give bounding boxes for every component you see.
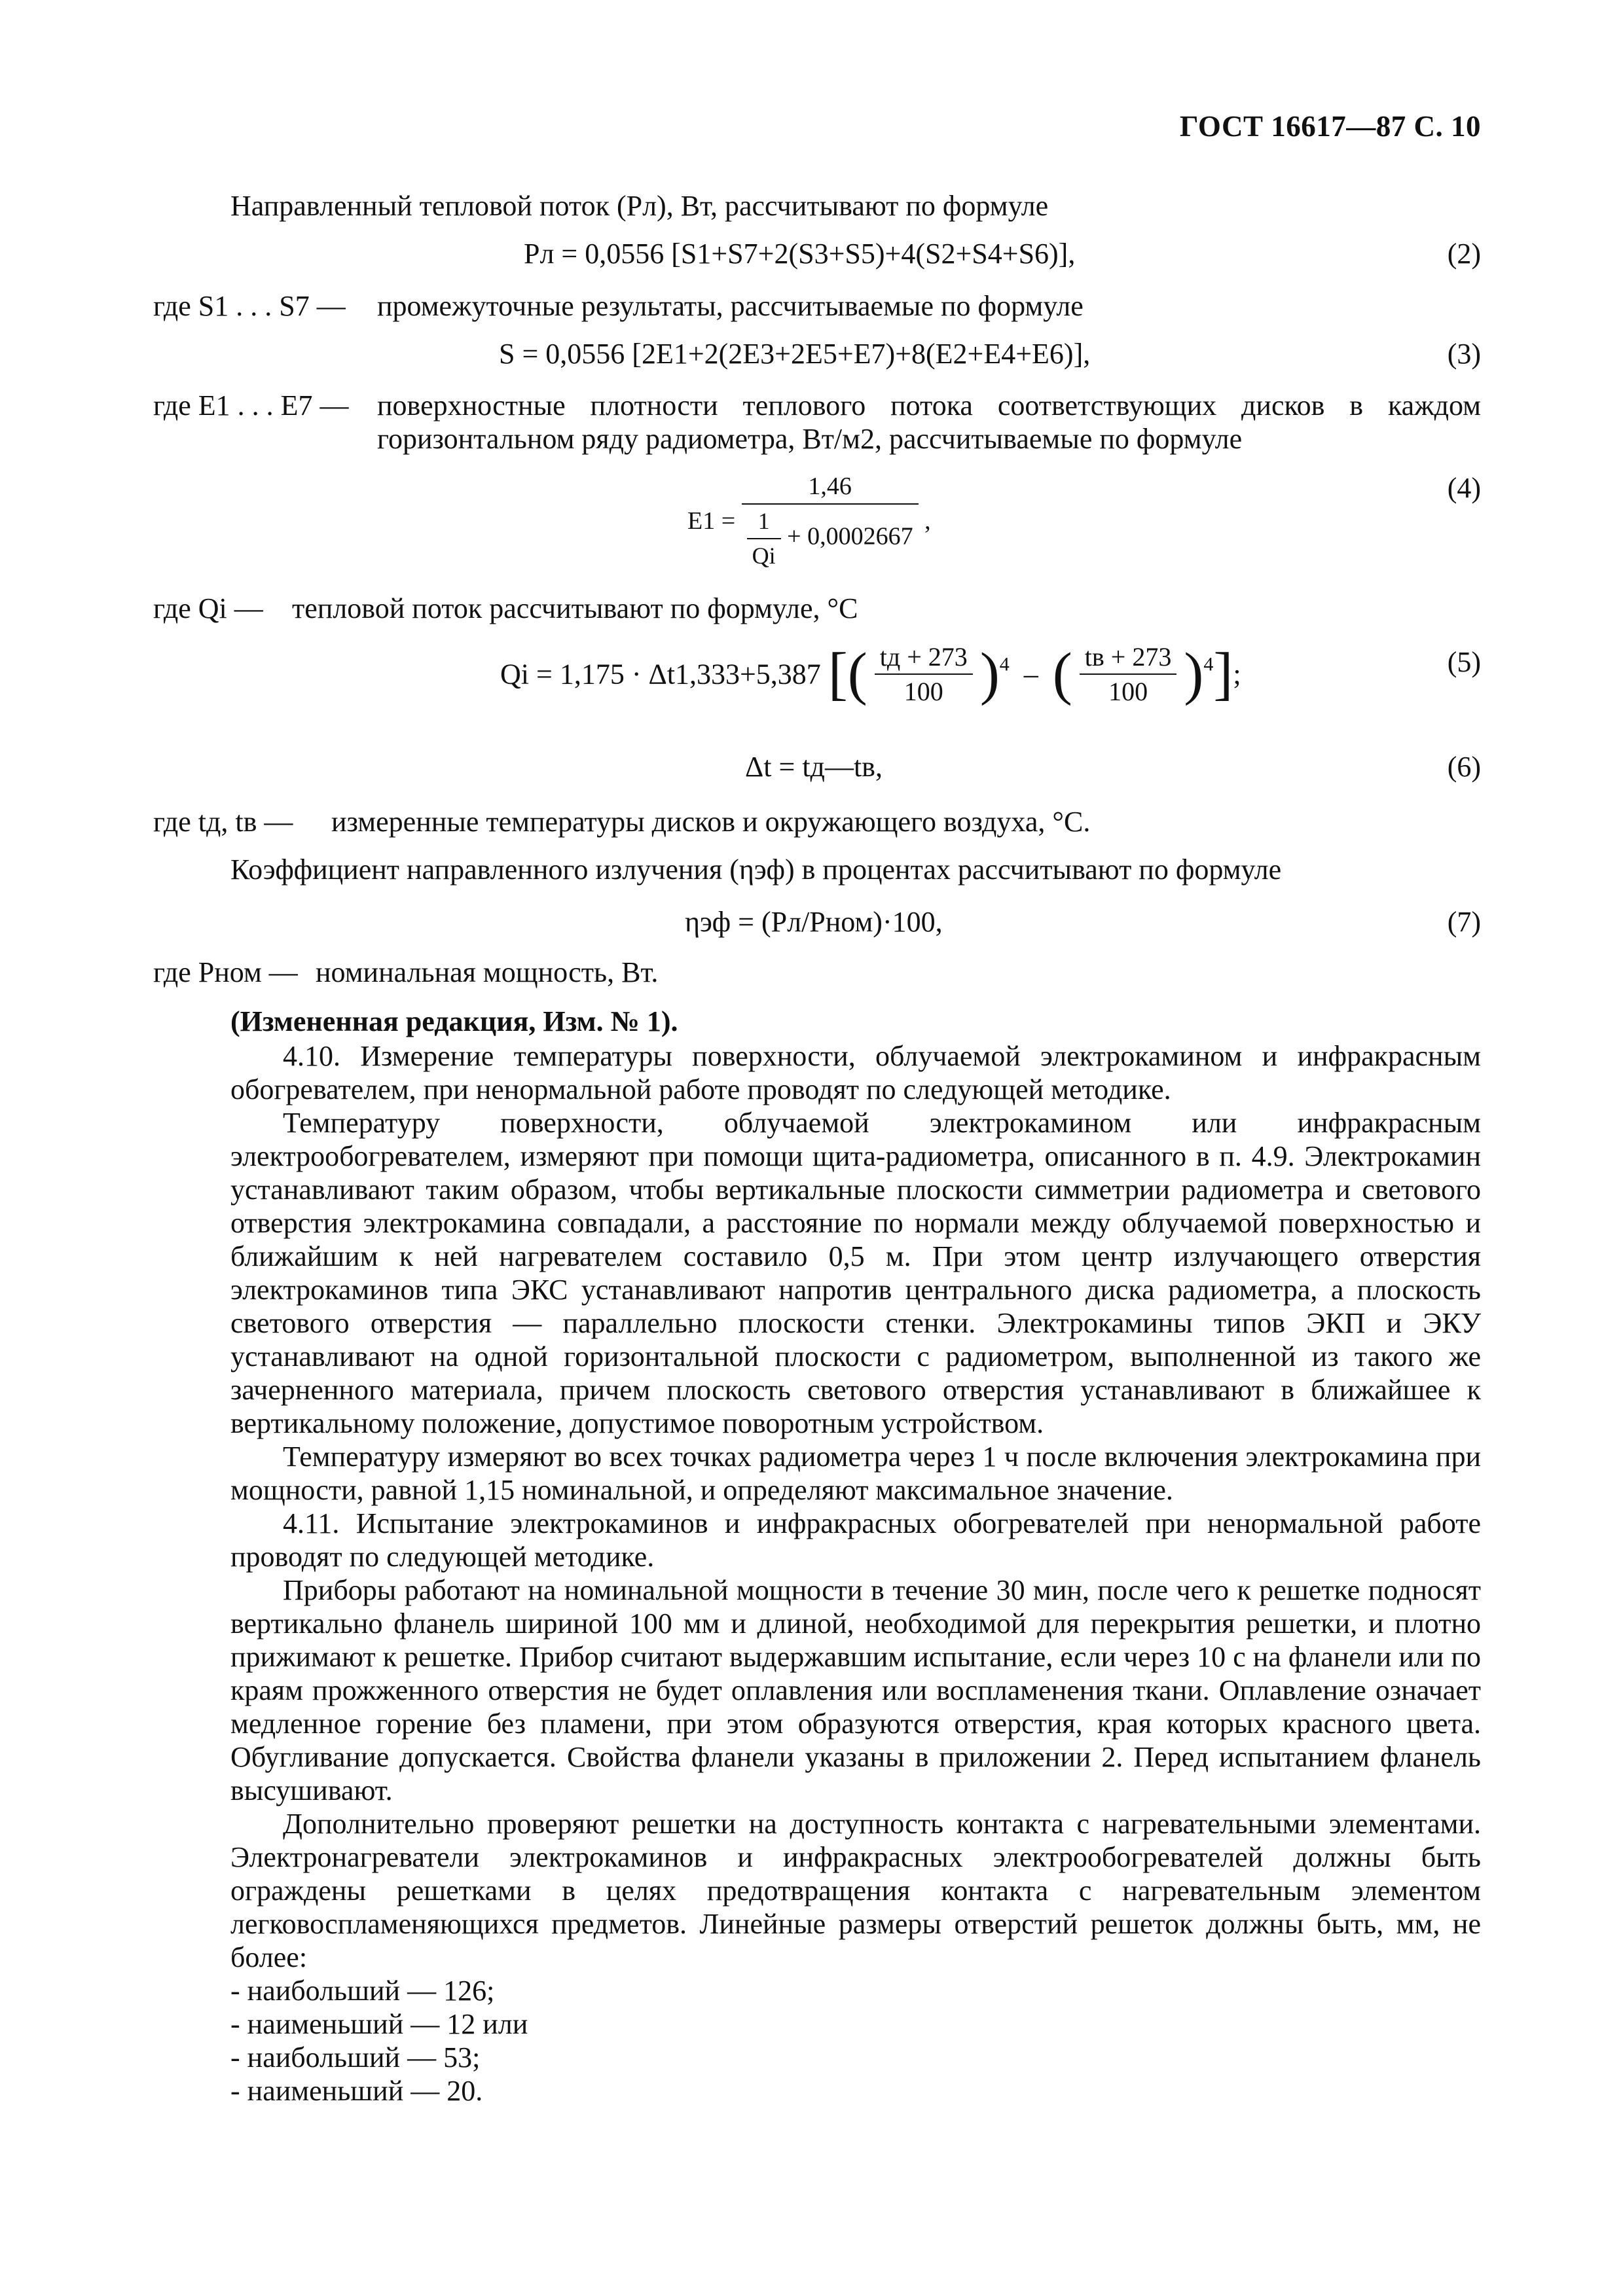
formula-3-number: (3) <box>1447 338 1481 370</box>
paragraph-4-10-method: Температуру поверхности, облучаемой электрокамином или инфракрасным электрообогревателем, измеряют при помощи щита-радиометра, описанного в п. 4.9. Электрокамин устанавливают таким образом, чтобы вертикальные плоскости симметрии радиометра и светового отверстия электрокамина совпадали, а расстояние по нормали между облучаемой поверхностью и ближайшим к ней нагревателем составило 0,5 м. При этом центр излучающего отверстия электрокаминов типа ЭКС устанавливают напротив центрального диска радиометра, а плоскость светового отверстия — параллельно плоскости стенки. Электрокамины типов ЭКП и ЭКУ устанавливают на одной горизонтальной плоскости с радиометром, выполненной из такого же зачерненного материала, причем плоскость светового отверстия устанавливают в ближайшее к вертикальному положение, допустимое поворотным устройством. <box>230 1107 1481 1439</box>
formula-4-lhs: E1 = <box>687 507 736 535</box>
formula-5-fraction-2: $\frac{tв + 273}{100}$ <box>1080 640 1177 708</box>
where-p-text: номинальная мощность, Вт. <box>316 956 659 988</box>
heat-flow-lead: Направленный тепловой поток (Pл), Вт, рассчитывают по формуле <box>230 190 1049 222</box>
formula-2: Pл = 0,0556 [S1+S7+2(S3+S5)+4(S2+S4+S6)], <box>524 238 1076 270</box>
formula-4: E1 = 1,46 $\frac{1}{Qi}$ + 0,0002667 , <box>687 470 931 573</box>
formula-4-numerator: 1,46 <box>742 470 919 505</box>
paragraph-4-11-grilles: Дополнительно проверяют решетки на доступность контакта с нагревательными элементами. Электронагреватели электрокаминов и инфракрасных электрообогревателей должны быть ограждены решетками в целях предотвращения контакта с нагревательным элементом легковоспламеняющихся предметов. Линейные размеры отверстий решеток должны быть, мм, не более: <box>230 1808 1481 1973</box>
where-t-label: где tд, tв — <box>153 806 293 838</box>
amendment-note: (Измененная редакция, Изм. № 1). <box>230 1005 678 1037</box>
formula-5-lhs: Qi = 1,175 · Δt1,333+5,387 <box>500 658 821 691</box>
list-item: - наименьший — 20. <box>230 2075 483 2107</box>
paragraph-4-11-test: Приборы работают на номинальной мощности в течение 30 мин, после чего к решетке подносят вертикально фланель шириной 100 мм и длиной, необходимой для перекрытия решетки, и плотно прижимают к решетке. Прибор считают выдержавшим испытание, если через 10 с на фланели или по краям прожженного отверстия не будет оплавления или воспламенения ткани. Оплавление означает медленное горение без пламени, при этом образуются отверстия, края которых красного цвета. Обугливание допускается. Свойства фланели указаны в приложении 2. Перед испытанием фланель высушивают. <box>230 1574 1481 1806</box>
formula-5-fraction-1: $\frac{tд + 273}{100}$ <box>875 640 973 708</box>
where-e-label: где E1 . . . E7 — <box>153 389 349 422</box>
formula-7-number: (7) <box>1447 906 1481 938</box>
list-item: - наименьший — 12 или <box>230 2008 528 2040</box>
eta-lead: Коэффициент направленного излучения (ηэф) в процентах рассчитывают по формуле <box>230 853 1282 886</box>
size-list <box>230 1974 1481 2108</box>
body-text <box>230 1039 1481 2108</box>
where-t-text: измеренные температуры дисков и окружающего воздуха, °С. <box>331 806 1091 838</box>
formula-4-fraction <box>742 470 919 573</box>
formula-7: ηэф = (Pл/Pном)·100, <box>685 906 943 938</box>
where-q-text: тепловой поток рассчитывают по формуле, °С <box>292 592 858 624</box>
formula-5: Qi = 1,175 · Δt1,333+5,387 [( $\frac{tд + 273}{100}$ )$^4$ – ( $\frac{tв + 273}{100}$ )$^4$]; <box>500 640 1241 708</box>
where-q-label: где Qi — <box>153 592 263 624</box>
list-item: - наибольший — 53; <box>230 2041 481 2073</box>
formula-5-number: (5) <box>1447 646 1481 678</box>
where-p-label: где Pном — <box>153 956 298 988</box>
list-item: - наибольший — 126; <box>230 1975 495 2007</box>
page-header: ГОСТ 16617—87 С. 10 <box>1179 110 1481 143</box>
where-s-text: промежуточные результаты, рассчитываемые по формуле <box>377 290 1084 322</box>
formula-2-number: (2) <box>1447 238 1481 270</box>
formula-4-denominator <box>742 505 919 573</box>
paragraph-4-11: 4.11. Испытание электрокаминов и инфракрасных обогревателей при ненормальной работе проводят по следующей методике. <box>230 1507 1481 1573</box>
where-e-text: поверхностные плотности теплового потока соответствующих дисков в каждом горизонтальном ряду радиометра, Вт/м2, рассчитываемые по формуле <box>377 389 1481 455</box>
formula-4-plus-term: + 0,0002667 <box>787 522 913 550</box>
formula-4-number: (4) <box>1447 472 1481 504</box>
formula-4-one: 1 <box>747 505 781 539</box>
paragraph-4-10-measure: Температуру измеряют во всех точках радиометра через 1 ч после включения электрокамина при мощности, равной 1,15 номинальной, и определяют максимальное значение. <box>230 1441 1481 1506</box>
where-s-label: где S1 . . . S7 — <box>153 290 346 322</box>
paragraph-4-10: 4.10. Измерение температуры поверхности, облучаемой электрокамином и инфракрасным обогревателем, при ненормальной работе проводят по следующей методике. <box>230 1040 1481 1105</box>
formula-4-qi: Qi <box>752 543 776 569</box>
formula-6-number: (6) <box>1447 751 1481 783</box>
formula-6: Δt = tд—tв, <box>745 751 883 783</box>
formula-3: S = 0,0556 [2E1+2(2E3+2E5+E7)+8(E2+E4+E6)], <box>499 338 1091 370</box>
